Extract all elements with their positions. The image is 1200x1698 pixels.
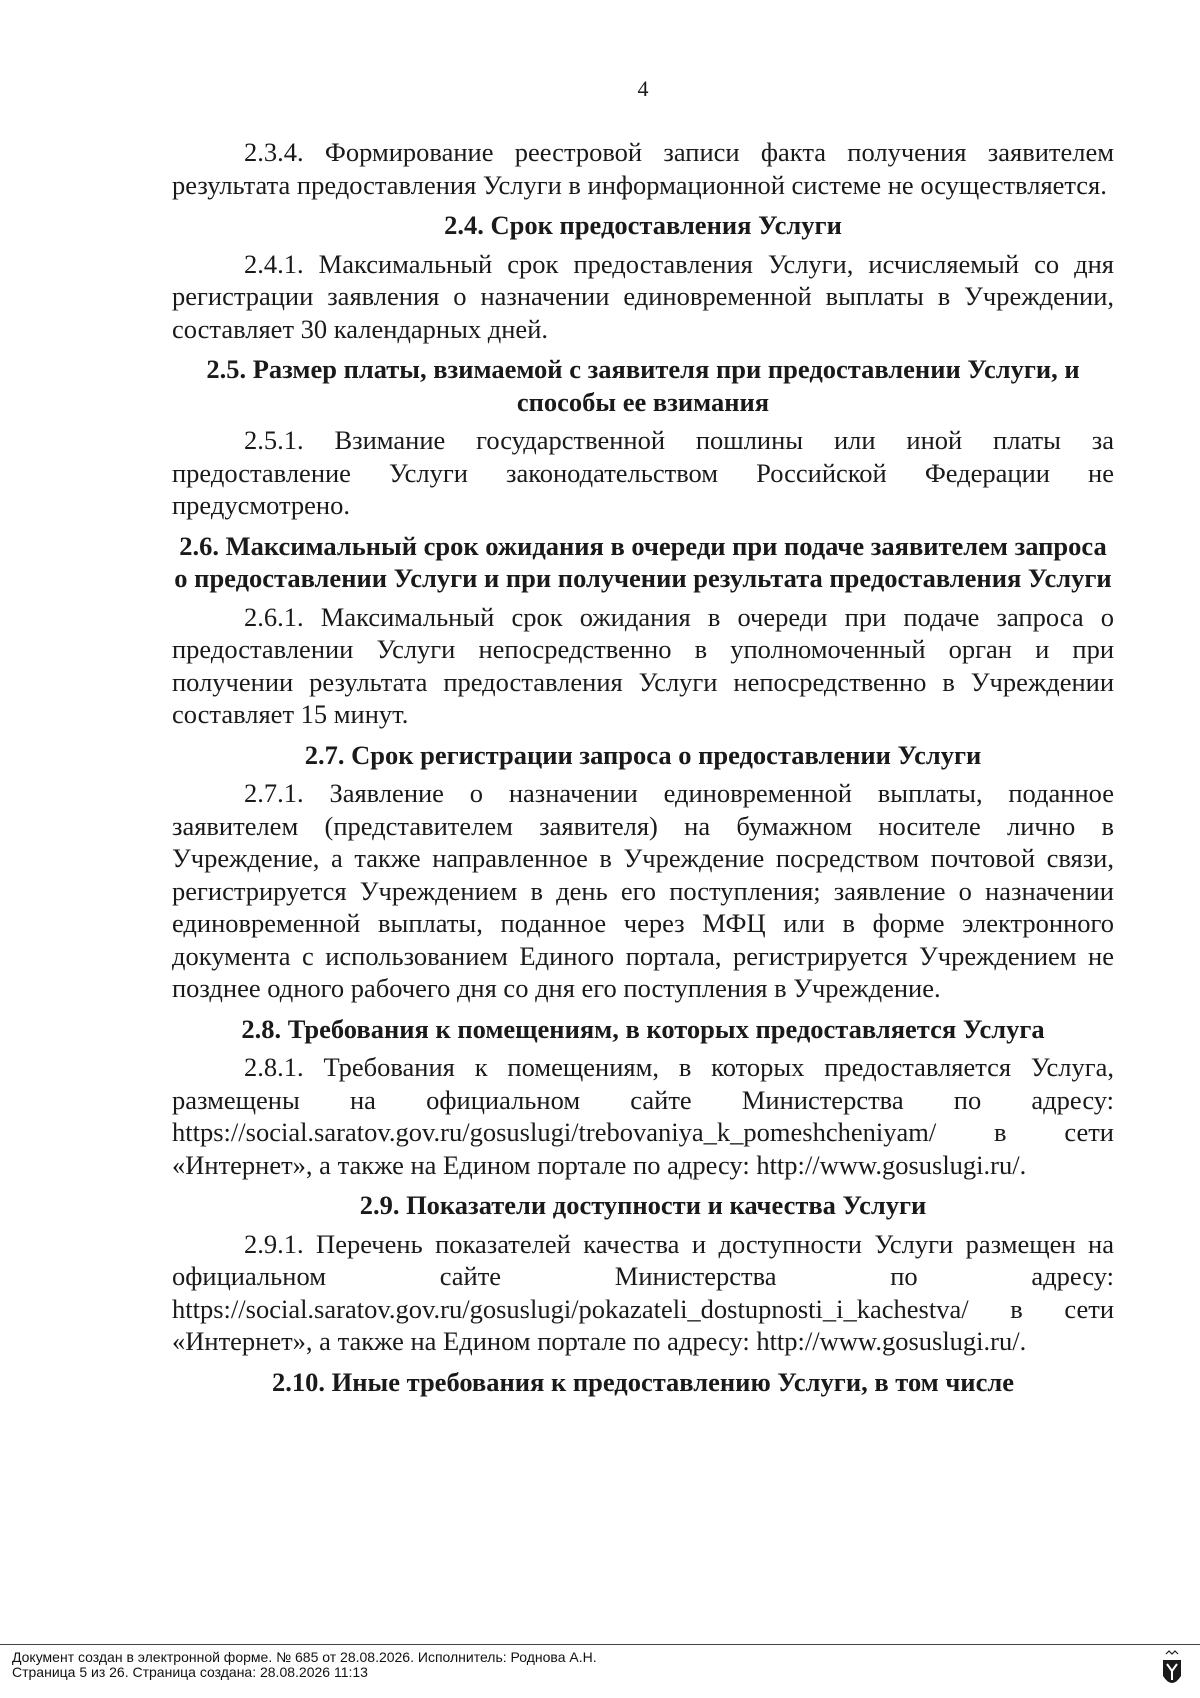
heading-2-4: 2.4. Срок предоставления Услуги [444,210,842,240]
document-body [172,136,1114,1404]
paragraph-2-7-1: 2.7.1. Заявление о назначении единовременной выплаты, поданное заявителем (представителем заявителя) на бумажном носителе лично в Учреждение, а также направленное в Учреждение посредством почтовой связи, регистрируется Учреждением в день его поступления; заявление о назначении единовременной выплаты, поданное через МФЦ или в форме электронного документа с использованием Единого портала, регистрируется Учреждением не позднее одного рабочего дня со дня его поступления в Учреждение. [172,778,1114,1003]
heading-2-9: 2.9. Показатели доступности и качества Услуги [359,1190,927,1220]
footer-document-info: Документ создан в электронной форме. № 685 от 28.08.2026. Исполнитель: Роднова А.Н. [12,1649,597,1665]
heading-2-10: 2.10. Иные требования к предоставлению Услуги, в том числе [272,1366,1014,1397]
paragraph-2-6-1: 2.6.1. Максимальный срок ожидания в очереди при подаче запроса о предоставлении Услуги непосредственно в уполномоченный орган и при получении результата предоставления Услуги непосредственно в Учреждении составляет 15 минут. [172,601,1114,729]
heading-2-8: 2.8. Требования к помещениям, в которых предоставляется Услуга [241,1013,1045,1044]
paragraph-2-3-4: 2.3.4. Формирование реестровой записи факта получения заявителем результата предоставления Услуги в информационной системе не осуществляется. [172,137,1114,200]
paragraph-2-4-1: 2.4.1. Максимальный срок предоставления Услуги, исчисляемый со дня регистрации заявления о назначении единовременной выплаты в Учреждении, составляет 30 календарных дней. [172,248,1114,344]
heading-2-6: 2.6. Максимальный срок ожидания в очереди при подаче заявителем запроса о предоставлении Услуги и при получении результата предоставления Услуги [174,530,1112,593]
heading-2-5: 2.5. Размер платы, взимаемой с заявителя при предоставлении Услуги, и способы ее взимания [206,354,1080,417]
paragraph-2-9-1: 2.9.1. Перечень показателей качества и доступности Услуги размещен на официальном сайте Министерства по адресу: https://social.saratov.gov.ru/gosuslugi/pokazateli_dostupnosti_i_kachestva/ в сети «Интернет», а также на Едином портале по адресу: http://www.gosuslugi.ru/. [172,1228,1114,1356]
footer [12,1650,597,1680]
coat-of-arms-icon [1160,1650,1184,1690]
paragraph-2-5-1: 2.5.1. Взимание государственной пошлины или иной платы за предоставление Услуги законодательством Российской Федерации не предусмотрено. [172,425,1114,520]
heading-2-7: 2.7. Срок регистрации запроса о предоставлении Услуги [304,739,982,770]
page-number: 4 [637,76,649,101]
footer-page-info: Страница 5 из 26. Страница создана: 28.08.2026 11:13 [12,1664,368,1680]
paragraph-2-8-1: 2.8.1. Требования к помещениям, в которых предоставляется Услуга, размещены на официальном сайте Министерства по адресу: https://social.saratov.gov.ru/gosuslugi/trebovaniya_k_pomeshcheniyam/ в сети «Интернет», а также на Едином портале по адресу: http://www.gosuslugi.ru/. [172,1052,1114,1180]
footer-divider [0,1644,1200,1645]
